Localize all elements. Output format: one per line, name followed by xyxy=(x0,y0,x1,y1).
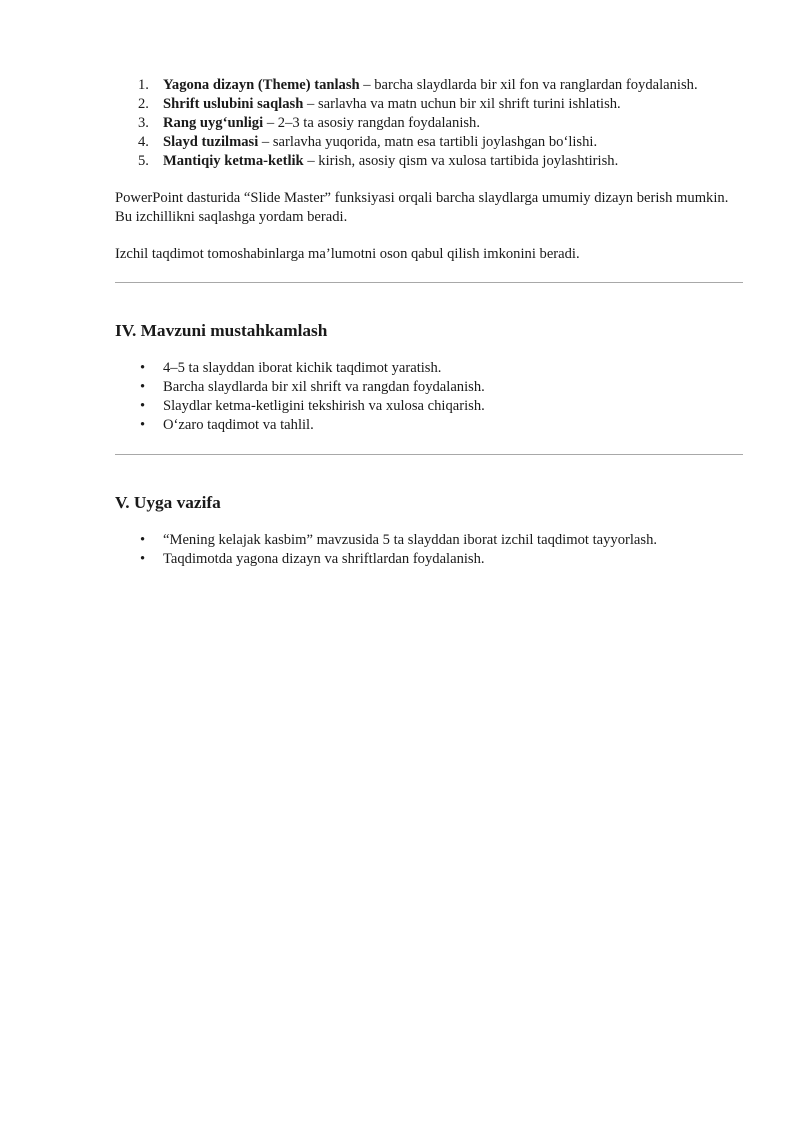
item-term: Slayd tuzilmasi xyxy=(163,134,259,150)
list-item xyxy=(115,416,743,435)
item-term: Mantiqiy ketma-ketlik xyxy=(163,153,304,169)
list-item xyxy=(115,378,743,397)
bullet-icon: • xyxy=(140,398,146,414)
numbered-item xyxy=(115,76,743,95)
list-item-text: “Mening kelajak kasbim” mavzusida 5 ta slayddan iborat izchil taqdimot tayyorlash. xyxy=(163,532,658,548)
list-item-text: Barcha slaydlarda bir xil shrift va rangdan foydalanish. xyxy=(163,379,485,395)
list-item-text: O‘zaro taqdimot va tahlil. xyxy=(163,417,314,433)
numbered-item xyxy=(115,114,743,133)
section-title-reinforcement: IV. Mavzuni mustahkamlash xyxy=(115,321,328,340)
numbered-list xyxy=(115,76,743,171)
list-item-text: 4–5 ta slayddan iborat kichik taqdimot yaratish. xyxy=(163,360,442,376)
list-item-text: Slaydlar ketma-ketligini tekshirish va xulosa chiqarish. xyxy=(163,398,485,414)
bullet-icon: • xyxy=(140,532,146,548)
summary-paragraph: Izchil taqdimot tomoshabinlarga ma’lumotni oson qabul qilish imkonini beradi. xyxy=(115,246,580,262)
divider xyxy=(115,454,743,455)
list-item xyxy=(115,531,743,550)
numbered-item xyxy=(115,95,743,114)
item-number: 2. xyxy=(138,96,149,112)
item-description: – 2–3 ta asosiy rangdan foydalanish. xyxy=(263,115,481,131)
item-term: Shrift uslubini saqlash xyxy=(163,96,304,112)
item-description: – kirish, asosiy qism va xulosa tartibida joylashtirish. xyxy=(303,153,619,169)
homework-list xyxy=(115,531,743,569)
item-term: Rang uyg‘unligi xyxy=(163,115,264,131)
bullet-icon: • xyxy=(140,417,146,433)
item-number: 4. xyxy=(138,134,149,150)
item-description: – barcha slaydlarda bir xil fon va ranglardan foydalanish. xyxy=(359,77,698,93)
reinforcement-list xyxy=(115,359,743,435)
numbered-item xyxy=(115,152,743,171)
item-number: 3. xyxy=(138,115,149,131)
bullet-icon: • xyxy=(140,551,146,567)
divider xyxy=(115,282,743,283)
slide-master-paragraph: PowerPoint dasturida “Slide Master” funksiyasi orqali barcha slaydlarga umumiy dizayn berish mumkin. Bu izchillikni saqlashga yordam beradi. xyxy=(115,190,729,225)
item-number: 1. xyxy=(138,77,149,93)
list-item xyxy=(115,550,743,569)
list-item xyxy=(115,397,743,416)
list-item xyxy=(115,359,743,378)
bullet-icon: • xyxy=(140,360,146,376)
item-description: – sarlavha yuqorida, matn esa tartibli joylashgan bo‘lishi. xyxy=(258,134,598,150)
numbered-item xyxy=(115,133,743,152)
item-number: 5. xyxy=(138,153,149,169)
item-description: – sarlavha va matn uchun bir xil shrift turini ishlatish. xyxy=(303,96,621,112)
bullet-icon: • xyxy=(140,379,146,395)
item-term: Yagona dizayn (Theme) tanlash xyxy=(163,77,360,93)
document-page xyxy=(115,76,743,569)
list-item-text: Taqdimotda yagona dizayn va shriftlardan foydalanish. xyxy=(163,551,485,567)
section-title-homework: V. Uyga vazifa xyxy=(115,493,221,512)
